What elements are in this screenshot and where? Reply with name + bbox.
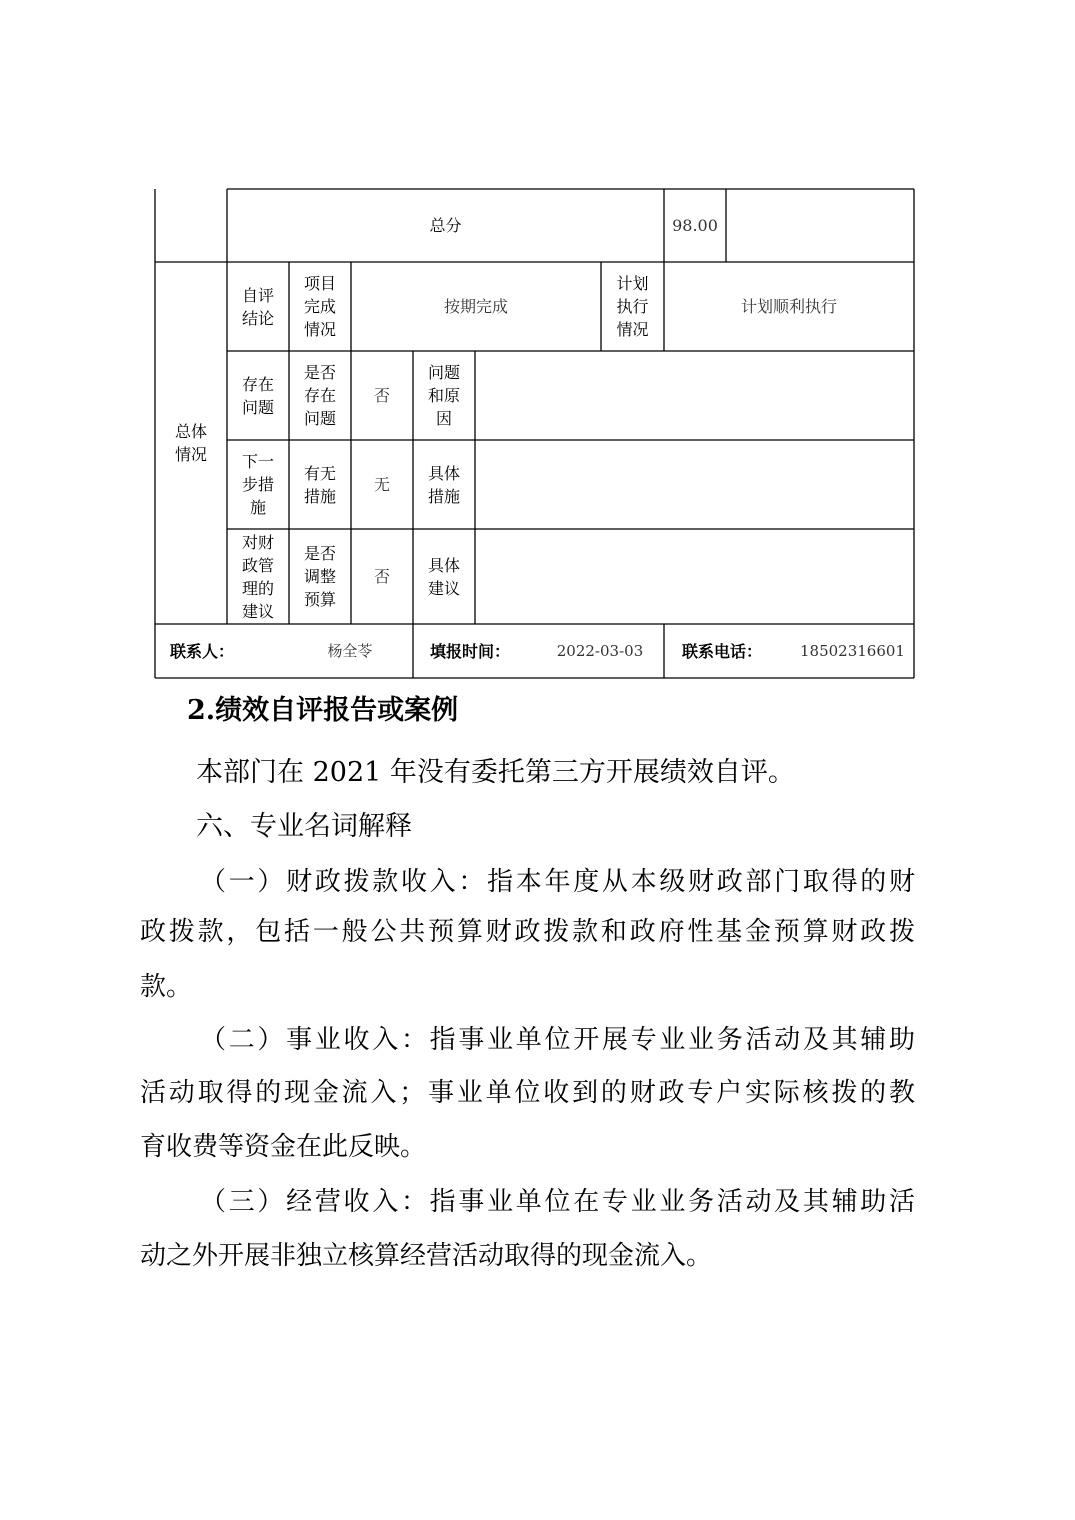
term2-line2: 活动取得的现金流入；事业单位收到的财政专户实际核拨的教	[140, 1078, 915, 1108]
specific-advice-label: 具体建议	[428, 555, 461, 598]
phone-label: 联系电话：	[682, 641, 763, 661]
phone-value: 18502316601	[800, 641, 905, 660]
project-completion-value: 按期完成	[443, 297, 508, 316]
fill-date-label: 填报时间：	[430, 641, 511, 661]
has-measures-value: 无	[373, 475, 390, 494]
section6-title: 六、专业名词解释	[196, 811, 412, 842]
term3-name: （三）经营收入：	[200, 1187, 430, 1217]
plan-execution-label: 计划执行情况	[616, 274, 649, 339]
contact-label: 联系人：	[170, 641, 235, 661]
term2-line1: （二）事业收入：指事业单位开展专业业务活动及其辅助	[200, 1025, 915, 1055]
self-eval-label: 自评结论	[242, 285, 275, 328]
fill-date-value: 2022-03-03	[556, 641, 644, 660]
total-score-label: 总分	[429, 216, 462, 235]
has-problems-label: 是否存在问题	[304, 363, 337, 428]
term1-line1: （一）财政拨款收入：指本年度从本级财政部门取得的财	[200, 867, 915, 897]
term2-name: （二）事业收入：	[200, 1025, 430, 1055]
plan-execution-value: 计划顺利执行	[740, 297, 837, 316]
project-completion-label: 项目完成情况	[304, 274, 337, 339]
term1-line3: 款。	[140, 972, 193, 1002]
next-steps-label: 下一步措施	[242, 452, 275, 517]
contact-name: 杨全苓	[327, 641, 373, 660]
specific-advice-value	[475, 529, 914, 624]
overall-situation-label: 总体情况	[175, 422, 208, 464]
specific-measures-value	[475, 440, 914, 529]
section2-title: 2.绩效自评报告或案例	[187, 695, 459, 726]
problem-reason-value	[475, 351, 914, 440]
term3-line1: （三）经营收入：指事业单位在专业业务活动及其辅助活	[200, 1187, 915, 1217]
has-measures-label: 有无措施	[304, 463, 337, 506]
total-score-value: 98.00	[672, 216, 718, 235]
problem-reason-label: 问题和原因	[428, 363, 461, 428]
term1-name: （一）财政拨款收入：	[200, 867, 488, 897]
term1-line2: 政拨款，包括一般公共预算财政拨款和政府性基金预算财政拨	[140, 917, 915, 947]
adjust-budget-label: 是否调整预算	[304, 544, 337, 609]
term2-line3: 育收费等资金在此反映。	[140, 1132, 427, 1162]
finance-advice-label: 对财政管理的建议	[242, 532, 275, 621]
has-problems-value: 否	[373, 386, 390, 405]
specific-measures-label: 具体措施	[428, 463, 461, 506]
section2-text: 本部门在 2021 年没有委托第三方开展绩效自评。	[196, 757, 795, 788]
adjust-budget-value: 否	[373, 567, 390, 586]
problems-label: 存在问题	[242, 374, 275, 417]
term3-line2: 动之外开展非独立核算经营活动取得的现金流入。	[140, 1241, 713, 1271]
